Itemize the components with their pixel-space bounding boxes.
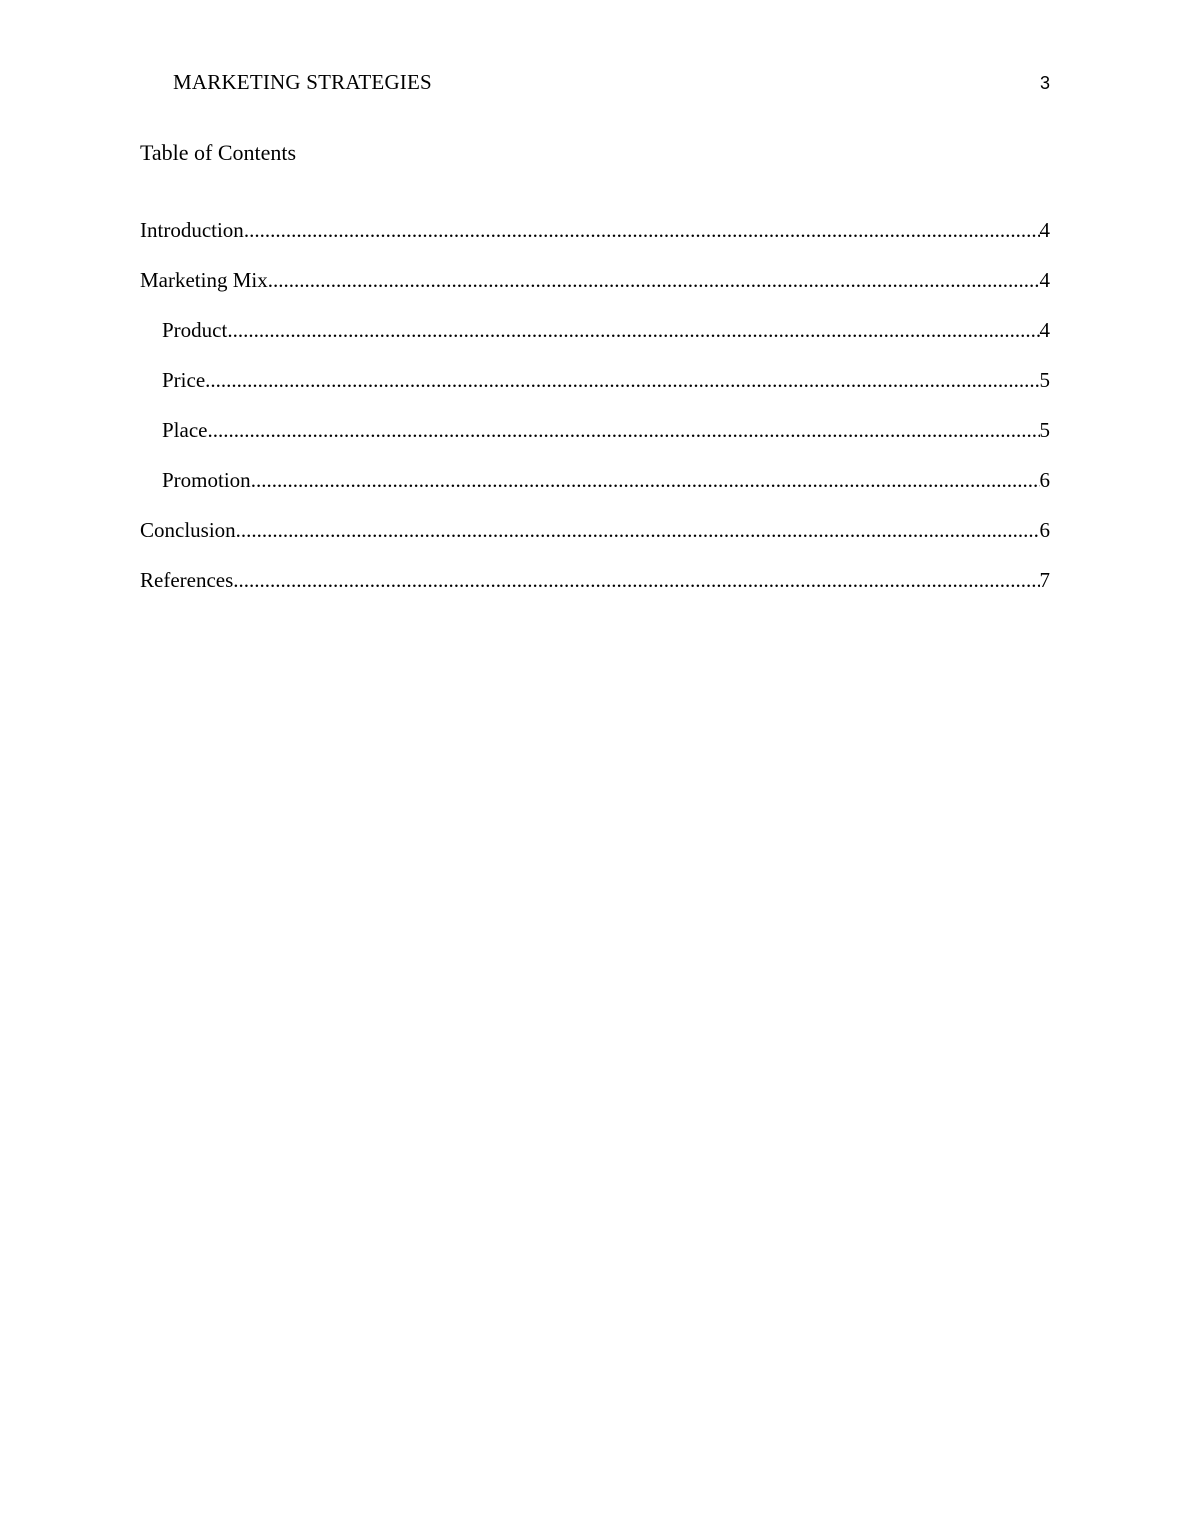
toc-entry-label: Conclusion bbox=[140, 518, 236, 542]
toc-entry-promotion[interactable] bbox=[140, 465, 1050, 515]
toc-entry-marketing-mix[interactable] bbox=[140, 265, 1050, 315]
toc-entry-label: Promotion bbox=[162, 468, 251, 492]
toc-entry-place[interactable] bbox=[140, 415, 1050, 465]
toc-dot-leader bbox=[207, 415, 1039, 445]
toc-entry-price[interactable] bbox=[140, 365, 1050, 415]
toc-dot-leader bbox=[227, 315, 1039, 345]
toc-dot-leader bbox=[268, 265, 1040, 295]
toc-dot-leader bbox=[233, 565, 1039, 595]
toc-entry-page: 6 bbox=[1039, 468, 1050, 492]
toc-entry-page: 4 bbox=[1039, 218, 1050, 242]
toc-entry-label: Product bbox=[162, 318, 228, 342]
page-number: 3 bbox=[1039, 73, 1050, 93]
toc-list bbox=[140, 215, 1050, 615]
toc-entry-label: Introduction bbox=[140, 218, 244, 242]
toc-entry-label: Price bbox=[162, 368, 206, 392]
toc-entry-product[interactable] bbox=[140, 315, 1050, 365]
toc-dot-leader bbox=[205, 365, 1039, 395]
toc-entry-label: Marketing Mix bbox=[140, 268, 268, 292]
toc-entry-page: 4 bbox=[1039, 318, 1050, 342]
toc-entry-page: 5 bbox=[1039, 368, 1050, 392]
toc-dot-leader bbox=[244, 215, 1040, 245]
toc-entry-page: 5 bbox=[1039, 418, 1050, 442]
toc-entry-references[interactable] bbox=[140, 565, 1050, 615]
toc-entry-introduction[interactable] bbox=[140, 215, 1050, 265]
running-head: MARKETING STRATEGIES bbox=[173, 70, 432, 94]
toc-entry-conclusion[interactable] bbox=[140, 515, 1050, 565]
toc-entry-page: 4 bbox=[1039, 268, 1050, 292]
toc-entry-page: 6 bbox=[1039, 518, 1050, 542]
toc-entry-label: Place bbox=[162, 418, 208, 442]
toc-dot-leader bbox=[251, 465, 1040, 495]
toc-entry-page: 7 bbox=[1039, 568, 1050, 592]
toc-title: Table of Contents bbox=[140, 140, 297, 165]
toc-dot-leader bbox=[236, 515, 1040, 545]
toc-entry-label: References bbox=[140, 568, 234, 592]
